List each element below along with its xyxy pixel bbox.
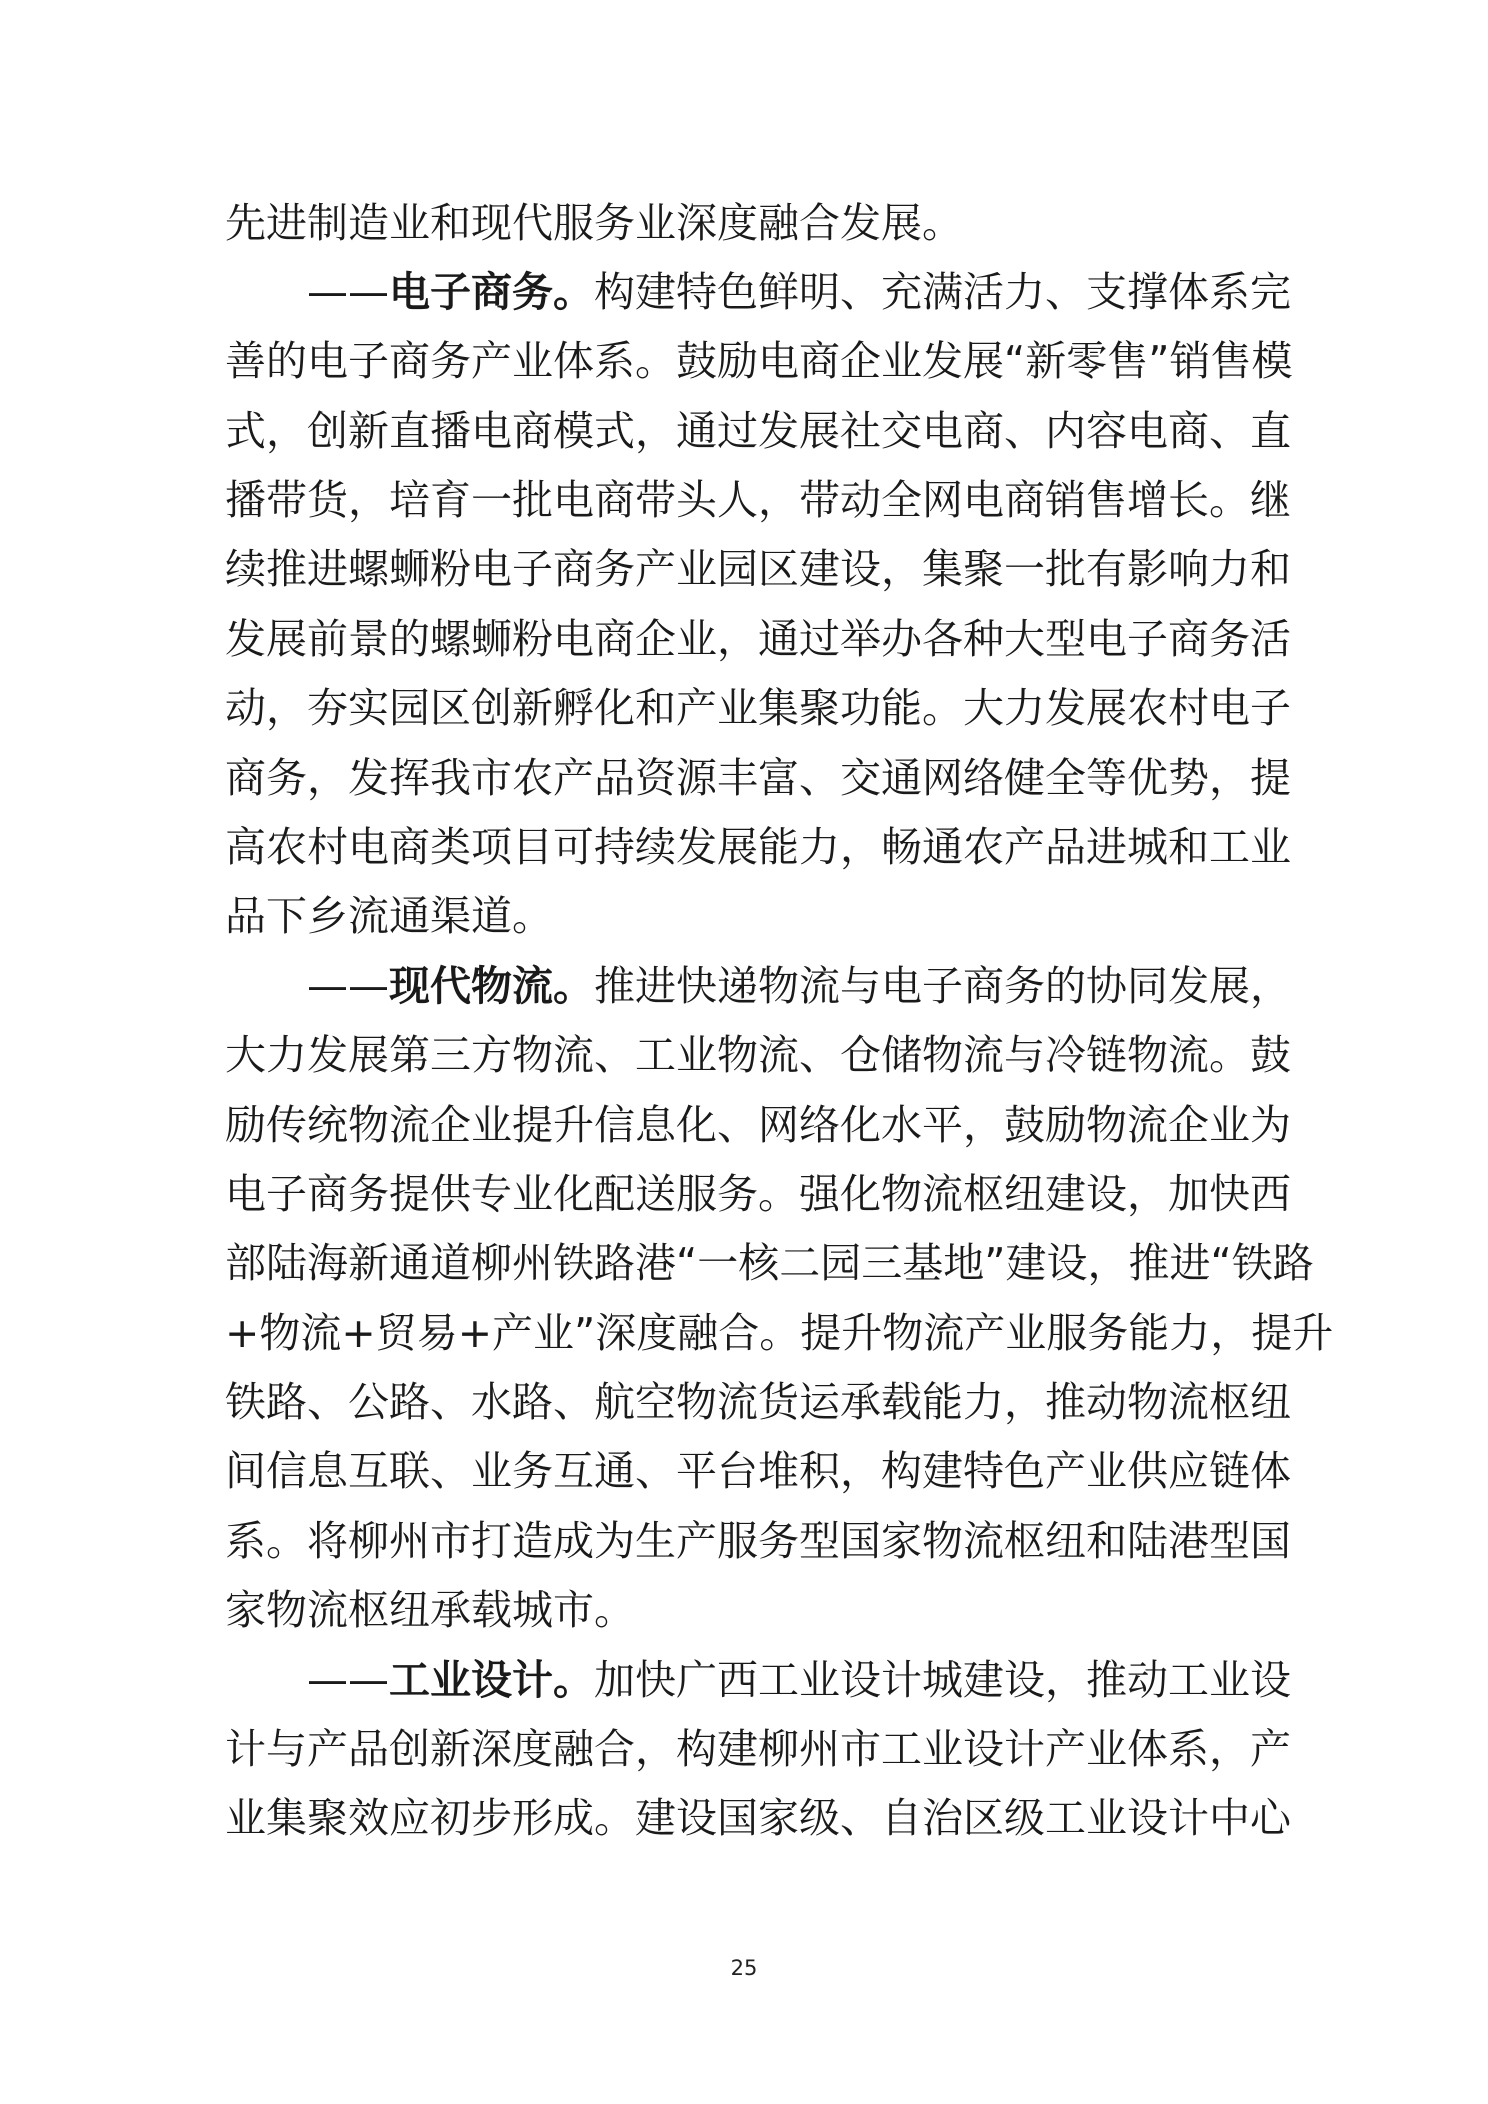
text-line: 家物流枢纽承载城市。 xyxy=(225,1586,635,1634)
text-line: 励传统物流企业提升信息化、网络化水平，鼓励物流企业为 xyxy=(225,1101,1291,1149)
text-line: 电子商务提供专业化配送服务。强化物流枢纽建设，加快西 xyxy=(225,1170,1291,1218)
text-line: 善的电子商务产业体系。鼓励电商企业发展“新零售”销售模 xyxy=(225,337,1293,385)
text-line: +物流+贸易+产业”深度融合。提升物流产业服务能力，提升 xyxy=(225,1309,1334,1357)
text-line: 铁路、公路、水路、航空物流货运承载能力，推动物流枢纽 xyxy=(225,1378,1291,1426)
text-line: 部陆海新通道柳州铁路港“一核二园三基地”建设，推进“铁路 xyxy=(225,1239,1314,1287)
text-line: 系。将柳州市打造成为生产服务型国家物流枢纽和陆港型国 xyxy=(225,1517,1291,1565)
text-line: 播带货，培育一批电商带头人，带动全网电商销售增长。继 xyxy=(225,476,1291,524)
text-line: 动，夯实园区创新孵化和产业集聚功能。大力发展农村电子 xyxy=(225,684,1291,732)
section-heading: 电子商务。 xyxy=(389,268,594,316)
section-heading-line: ——电子商务。构建特色鲜明、充满活力、支撑体系完 xyxy=(225,268,1291,316)
text-line: 式，创新直播电商模式，通过发展社交电商、内容电商、直 xyxy=(225,407,1291,455)
section-heading: 工业设计。 xyxy=(389,1656,594,1704)
text-line: 续推进螺蛳粉电子商务产业园区建设，集聚一批有影响力和 xyxy=(225,545,1291,593)
section-heading: 现代物流。 xyxy=(389,962,594,1010)
section-heading-line: ——现代物流。推进快递物流与电子商务的协同发展， xyxy=(225,962,1291,1010)
text-line: 高农村电商类项目可持续发展能力，畅通农产品进城和工业 xyxy=(225,823,1291,871)
text-line: 商务，发挥我市农产品资源丰富、交通网络健全等优势，提 xyxy=(225,754,1291,802)
text-line: 间信息互联、业务互通、平台堆积，构建特色产业供应链体 xyxy=(225,1447,1291,1495)
section-heading-line: ——工业设计。加快广西工业设计城建设，推动工业设 xyxy=(225,1656,1291,1704)
text-line: 大力发展第三方物流、工业物流、仓储物流与冷链物流。鼓 xyxy=(225,1031,1291,1079)
text-line: 先进制造业和现代服务业深度融合发展。 xyxy=(225,199,963,247)
text-line: 业集聚效应初步形成。建设国家级、自治区级工业设计中心 xyxy=(225,1794,1291,1842)
page-number: 25 xyxy=(730,1956,758,1980)
text-line: 品下乡流通渠道。 xyxy=(225,892,553,940)
text-line: 发展前景的螺蛳粉电商企业，通过举办各种大型电子商务活 xyxy=(225,615,1291,663)
text-line: 计与产品创新深度融合，构建柳州市工业设计产业体系，产 xyxy=(225,1725,1291,1773)
